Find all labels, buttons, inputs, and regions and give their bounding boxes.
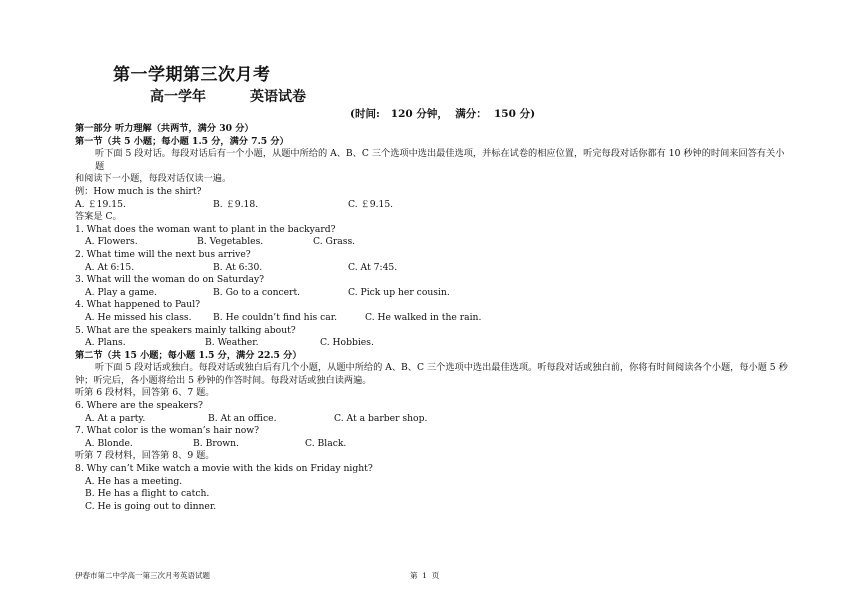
- question-8: 8. Why can’t Mike watch a movie with the kids on Friday night?: [75, 463, 373, 475]
- footer-page-number: 第 1 页: [410, 571, 440, 580]
- part1-heading: 第一部分 听力理解（共两节，满分 30 分）: [75, 123, 254, 134]
- q5-option-c: C. Hobbies.: [320, 337, 374, 349]
- q4-option-b: B. He couldn’t find his car.: [213, 311, 338, 323]
- footer-school: 伊春市第二中学高一第三次月考英语试题: [75, 571, 210, 580]
- question-2-options: [75, 262, 790, 275]
- q1-option-b: B. Vegetables.: [197, 236, 264, 248]
- q6-option-a: A. At a party.: [85, 412, 146, 424]
- question-7-options: [75, 438, 790, 451]
- q6-option-c: C. At a barber shop.: [334, 412, 428, 424]
- section2-instructions: 听下面 5 段对话或独白。每段对话或独白后有几个小题，从题中所给的 A、B、C 三个选项中选出最佳选项。听每段对话或独白前，你将有时间阅读各个小题，每小题 5 秒钟；听完后，各小题将给出 5 秒钟的作答时间。每段对话或独白读两遍。: [75, 362, 788, 386]
- time-info: (时间: 120 分钟， 满分： 150 分): [350, 108, 536, 120]
- q6-option-b: B. At an office.: [208, 412, 277, 424]
- example-option-b: B. ￡9.18.: [213, 198, 259, 210]
- q1-option-c: C. Grass.: [313, 236, 356, 248]
- q3-option-a: A. Play a game.: [85, 286, 158, 298]
- q1-option-a: A. Flowers.: [85, 236, 138, 248]
- q2-option-b: B. At 6:30.: [213, 261, 263, 273]
- question-1-options: [75, 236, 790, 249]
- q7-option-b: B. Brown.: [193, 437, 239, 449]
- q3-option-b: B. Go to a concert.: [213, 286, 301, 298]
- exam-body: [75, 123, 790, 513]
- example-answer: 答案是 C。: [75, 211, 122, 223]
- q4-option-a: A. He missed his class.: [85, 311, 192, 323]
- section2-heading: 第二节（共 15 小题；每小题 1.5 分，满分 22.5 分）: [75, 349, 302, 361]
- example-question: 例：How much is the shirt?: [75, 185, 202, 197]
- question-6: 6. Where are the speakers?: [75, 400, 203, 412]
- q8-option-b: B. He has a flight to catch.: [85, 488, 210, 500]
- question-5: 5. What are the speakers mainly talking about?: [75, 324, 296, 336]
- q4-option-c: C. He walked in the rain.: [365, 311, 482, 323]
- q7-option-a: A. Blonde.: [85, 437, 133, 449]
- section1-heading: 第一节（共 5 小题；每小题 1.5 分，满分 7.5 分）: [75, 135, 289, 147]
- question-4: 4. What happened to Paul?: [75, 299, 201, 311]
- question-3-options: [75, 287, 790, 300]
- question-3: 3. What will the woman do on Saturday?: [75, 274, 265, 286]
- section1-instructions: 听下面 5 段对话。每段对话后有一个小题，从题中所给的 A、B、C 三个选项中选出最佳选项，并标在试卷的相应位置，听完每段对话你都有 10 秒钟的时间来回答有关小题: [95, 148, 785, 172]
- question-7: 7. What color is the woman’s hair now?: [75, 425, 260, 437]
- question-6-options: [75, 413, 790, 426]
- question-2: 2. What time will the next bus arrive?: [75, 248, 251, 260]
- grade-label: 高一学年: [150, 89, 206, 105]
- example-option-a: A. ￡19.15.: [75, 198, 126, 210]
- q8-option-c: C. He is going out to dinner.: [85, 500, 217, 512]
- question-5-options: [75, 337, 790, 350]
- q5-option-b: B. Weather.: [205, 337, 259, 349]
- exam-title: 第一学期第三次月考: [113, 65, 271, 85]
- material-7-note: 听第 7 段材料，回答第 8、9 题。: [75, 450, 215, 462]
- question-4-options: [75, 312, 790, 325]
- question-1: 1. What does the woman want to plant in the backyard?: [75, 223, 336, 235]
- q5-option-a: A. Plans.: [85, 337, 126, 349]
- section1-instructions-cont: 和阅读下一小题，每段对话仅读一遍。: [75, 173, 232, 185]
- example-option-c: C. ￡9.15.: [348, 198, 394, 210]
- example-options: [75, 199, 790, 212]
- material-6-note: 听第 6 段材料，回答第 6、7 题。: [75, 387, 215, 399]
- q2-option-a: A. At 6:15.: [85, 261, 135, 273]
- q3-option-c: C. Pick up her cousin.: [348, 286, 450, 298]
- q2-option-c: C. At 7:45.: [348, 261, 398, 273]
- subject-label: 英语试卷: [250, 89, 306, 105]
- q8-option-a: A. He has a meeting.: [85, 475, 183, 487]
- q7-option-c: C. Black.: [305, 437, 347, 449]
